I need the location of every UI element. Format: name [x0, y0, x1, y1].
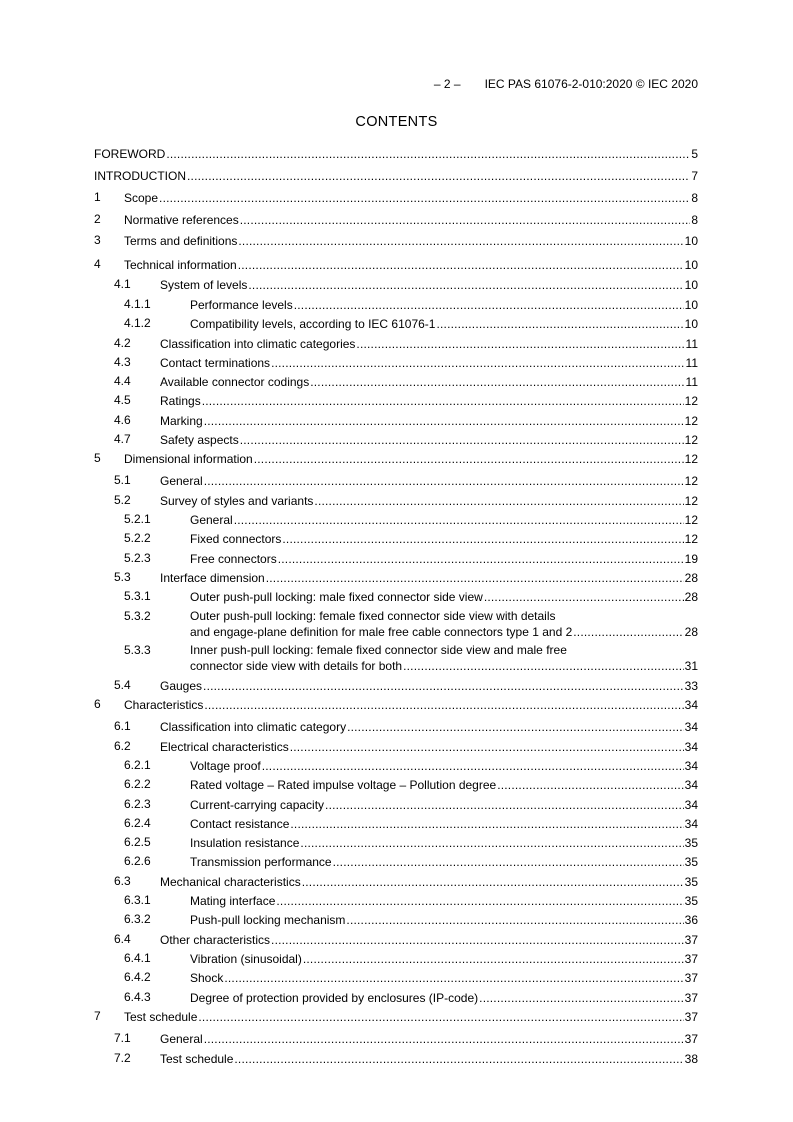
toc-entry-page: 12 [684, 414, 698, 428]
toc-entry-number: 6 [94, 697, 101, 711]
toc-entry[interactable] [94, 473, 698, 488]
toc-dot-leader [234, 513, 684, 527]
toc-entry-page: 12 [684, 474, 698, 488]
toc-entry-title-text: Characteristics [124, 698, 204, 712]
toc-entry-page: 37 [684, 952, 698, 966]
toc-entry-page: 34 [684, 720, 698, 734]
toc-entry[interactable] [94, 797, 698, 812]
toc-dot-leader [290, 817, 683, 831]
toc-entry[interactable] [94, 951, 698, 966]
toc-entry-number: 5.3.2 [124, 609, 151, 623]
toc-entry[interactable] [94, 1051, 698, 1066]
toc-entry-page: 35 [684, 875, 698, 889]
toc-entry-number: 4.3 [114, 355, 131, 369]
toc-entry-number: 6.4.1 [124, 951, 151, 965]
toc-entry-title-text: Shock [190, 971, 224, 985]
toc-entry-page: 19 [684, 552, 698, 566]
toc-entry-title-text: Rated voltage – Rated impulse voltage – Pollution degree [190, 778, 497, 792]
toc-entry[interactable] [94, 551, 698, 566]
toc-entry[interactable] [94, 835, 698, 850]
toc-dot-leader [198, 1010, 683, 1024]
toc-dot-leader [310, 375, 684, 389]
toc-entry-number: 4.1 [114, 277, 131, 291]
toc-entry-title-text: Contact terminations [160, 356, 271, 370]
toc-dot-leader [278, 552, 684, 566]
toc-entry[interactable] [94, 932, 698, 947]
toc-entry-page: 10 [684, 278, 698, 292]
toc-entry-page: 34 [684, 817, 698, 831]
toc-dot-leader [166, 147, 690, 161]
toc-entry-page: 8 [691, 191, 698, 205]
toc-dot-leader [271, 933, 684, 947]
toc-dot-leader [436, 317, 683, 331]
toc-entry-title-text: Classification into climatic categories [160, 337, 356, 351]
toc-entry[interactable] [94, 1031, 698, 1046]
toc-entry-number: 4.4 [114, 374, 131, 388]
toc-entry-title-text: General [190, 513, 233, 527]
toc-entry-page: 33 [684, 679, 698, 693]
toc-entry-title-text: Safety aspects [160, 433, 239, 447]
toc-entry-page: 37 [684, 1010, 698, 1024]
toc-entry-title-text: System of levels [160, 278, 248, 292]
toc-dot-leader [234, 1052, 683, 1066]
toc-entry-title-text: Voltage proof [190, 759, 261, 773]
toc-entry-title-text: Terms and definitions [124, 234, 238, 248]
toc-entry-number: 6.2 [114, 739, 131, 753]
toc-entry-title-text: Free connectors [190, 552, 277, 566]
toc-entry-title-text: Survey of styles and variants [160, 494, 314, 508]
toc-dot-leader [290, 740, 684, 754]
toc-entry-number: 5.2.3 [124, 551, 151, 565]
toc-entry-page: 34 [684, 740, 698, 754]
toc-entry[interactable] [94, 758, 698, 773]
toc-entry-number: 5.2.1 [124, 512, 151, 526]
toc-entry-page: 34 [684, 778, 698, 792]
toc-dot-leader [346, 913, 683, 927]
toc-entry-title-text: Test schedule [160, 1052, 234, 1066]
toc-entry-number: 5.4 [114, 678, 131, 692]
toc-entry-title-line: connector side view with details for both [190, 659, 403, 673]
toc-entry[interactable] [94, 893, 698, 908]
toc-dot-leader [325, 798, 684, 812]
toc-entry-number: 4 [94, 257, 101, 271]
toc-entry-title-line: Outer push-pull locking: female fixed connector side view with details [190, 609, 556, 623]
toc-entry-number: 4.2 [114, 336, 131, 350]
toc-entry-title-text: Interface dimension [160, 571, 265, 585]
toc-entry-number: 2 [94, 212, 101, 226]
toc-dot-leader [159, 191, 690, 205]
toc-entry-title-text: Compatibility levels, according to IEC 61076-1 [190, 317, 436, 331]
toc-entry-title-text: Mechanical characteristics [160, 875, 301, 889]
toc-entry-number: 6.2.3 [124, 797, 151, 811]
toc-entry[interactable] [94, 609, 698, 639]
toc-entry-title-text: Insulation resistance [190, 836, 300, 850]
page-number: – 2 – [433, 77, 461, 91]
toc-entry-page: 28 [684, 571, 698, 585]
toc-entry-title-text: Normative references [124, 213, 239, 227]
toc-dot-leader [479, 991, 683, 1005]
toc-entry[interactable] [94, 316, 698, 331]
toc-entry-page: 12 [684, 394, 698, 408]
toc-entry[interactable] [94, 257, 698, 272]
toc-entry-number: 4.1.2 [124, 316, 151, 330]
toc-dot-leader [484, 590, 684, 604]
toc-entry-page: 12 [684, 532, 698, 546]
toc-entry-page: 10 [684, 258, 698, 272]
toc-entry-number: 4.6 [114, 413, 131, 427]
toc-dot-leader [203, 679, 684, 693]
toc-entry[interactable] [94, 168, 698, 183]
toc-entry[interactable] [94, 874, 698, 889]
toc-entry-title-line: Inner push-pull locking: female fixed connector side view and male free [190, 643, 567, 657]
toc-entry[interactable] [94, 678, 698, 693]
toc-entry-number: 5.2 [114, 493, 131, 507]
toc-entry-number: 5.1 [114, 473, 131, 487]
toc-dot-leader [403, 659, 684, 673]
toc-entry-page: 36 [684, 913, 698, 927]
toc-entry[interactable] [94, 643, 698, 673]
toc-entry-page: 11 [685, 375, 698, 389]
toc-entry-page: 31 [684, 659, 698, 673]
toc-entry-page: 34 [684, 798, 698, 812]
toc-dot-leader [356, 337, 684, 351]
toc-entry-page: 37 [684, 933, 698, 947]
toc-entry-number: 5.3 [114, 570, 131, 584]
toc-dot-leader [240, 213, 691, 227]
toc-entry[interactable] [94, 277, 698, 292]
toc-entry-number: 4.7 [114, 432, 131, 446]
toc-entry-title-text: Test schedule [124, 1010, 198, 1024]
toc-dot-leader [240, 433, 684, 447]
toc-entry-page: 28 [684, 625, 698, 639]
toc-entry[interactable] [94, 531, 698, 546]
toc-entry-title-text: Vibration (sinusoidal) [190, 952, 302, 966]
toc-entry-page: 38 [684, 1052, 698, 1066]
toc-entry-number: 5.3.3 [124, 643, 151, 657]
toc-entry[interactable] [94, 146, 698, 161]
toc-entry-number: 6.2.5 [124, 835, 151, 849]
toc-dot-leader [573, 625, 683, 639]
toc-entry-title-text: Dimensional information [124, 452, 253, 466]
toc-entry-number: 6.2.1 [124, 758, 151, 772]
toc-entry-title-text: Marking [160, 414, 203, 428]
toc-entry-page: 34 [684, 759, 698, 773]
toc-entry-page: 37 [684, 971, 698, 985]
toc-entry-title-text: Scope [124, 191, 159, 205]
toc-entry-title-text: Other characteristics [160, 933, 271, 947]
toc-entry-page: 12 [684, 513, 698, 527]
toc-dot-leader [302, 875, 684, 889]
toc-dot-leader [347, 720, 684, 734]
toc-entry-title-text: Gauges [160, 679, 203, 693]
toc-entry-page: 11 [685, 356, 698, 370]
toc-dot-leader [276, 894, 683, 908]
toc-entry[interactable] [94, 719, 698, 734]
toc-dot-leader [238, 234, 683, 248]
toc-entry-number: 6.1 [114, 719, 131, 733]
toc-entry-number: 3 [94, 233, 101, 247]
toc-dot-leader [497, 778, 683, 792]
toc-entry-number: 7 [94, 1009, 101, 1023]
document-id: IEC PAS 61076-2-010:2020 © IEC 2020 [484, 77, 698, 91]
toc-entry-number: 6.3.2 [124, 912, 151, 926]
toc-entry-number: 6.3.1 [124, 893, 151, 907]
toc-entry-number: 4.1.1 [124, 297, 151, 311]
toc-entry-title-text: Performance levels [190, 298, 293, 312]
toc-entry-page: 12 [684, 452, 698, 466]
toc-entry-title-text: Mating interface [190, 894, 276, 908]
toc-entry-title-text: Push-pull locking mechanism [190, 913, 346, 927]
toc-dot-leader [202, 394, 684, 408]
toc-dot-leader [204, 1032, 684, 1046]
toc-entry-title-text: Available connector codings [160, 375, 310, 389]
toc-entry[interactable] [94, 432, 698, 447]
toc-dot-leader [271, 356, 684, 370]
toc-entry[interactable] [94, 297, 698, 312]
toc-entry-page: 37 [684, 991, 698, 1005]
toc-entry[interactable] [94, 374, 698, 389]
toc-entry-number: 7.1 [114, 1031, 131, 1045]
toc-entry-number: 5.2.2 [124, 531, 151, 545]
toc-entry-number: 6.4.2 [124, 970, 151, 984]
toc-dot-leader [314, 494, 683, 508]
toc-entry[interactable] [94, 777, 698, 792]
toc-entry[interactable] [94, 212, 698, 227]
toc-dot-leader [333, 855, 684, 869]
toc-entry-title-text: Electrical characteristics [160, 740, 289, 754]
toc-dot-leader [248, 278, 683, 292]
toc-entry-title-text: Transmission performance [190, 855, 332, 869]
toc-dot-leader [294, 298, 684, 312]
toc-entry-title-line: and engage-plane definition for male free cable connectors type 1 and 2 [190, 625, 573, 639]
toc-dot-leader [254, 452, 684, 466]
toc-entry-number: 7.2 [114, 1051, 131, 1065]
toc-entry[interactable] [94, 816, 698, 831]
toc-entry-title-text: Technical information [124, 258, 237, 272]
toc-dot-leader [266, 571, 684, 585]
toc-entry-number: 6.2.6 [124, 854, 151, 868]
toc-entry-page: 10 [684, 298, 698, 312]
toc-entry-number: 6.4.3 [124, 990, 151, 1004]
toc-entry-title-text: Classification into climatic category [160, 720, 347, 734]
toc-entry[interactable] [94, 589, 698, 604]
toc-entry-number: 5 [94, 451, 101, 465]
toc-entry-page: 8 [691, 213, 698, 227]
toc-entry[interactable] [94, 413, 698, 428]
toc-entry[interactable] [94, 190, 698, 205]
toc-entry[interactable] [94, 912, 698, 927]
toc-entry-page: 35 [684, 855, 698, 869]
toc-dot-leader [262, 759, 684, 773]
toc-entry[interactable] [94, 1009, 698, 1024]
toc-entry-title-text: Degree of protection provided by enclosures (IP-code) [190, 991, 479, 1005]
toc-entry[interactable] [94, 990, 698, 1005]
toc-entry-title-text: Fixed connectors [190, 532, 282, 546]
toc-dot-leader [303, 952, 684, 966]
toc-entry-title-text: Contact resistance [190, 817, 290, 831]
toc-entry-number: 5.3.1 [124, 589, 151, 603]
toc-entry[interactable] [94, 493, 698, 508]
toc-dot-leader [187, 169, 690, 183]
toc-entry-page: 11 [685, 337, 698, 351]
toc-entry-page: 35 [684, 836, 698, 850]
toc-entry-page: 12 [684, 433, 698, 447]
toc-dot-leader [204, 414, 684, 428]
toc-entry-page: 7 [691, 169, 698, 183]
toc-entry[interactable] [94, 336, 698, 351]
toc-entry-number: 6.3 [114, 874, 131, 888]
toc-entry-number: 1 [94, 190, 101, 204]
toc-entry-title-text: Ratings [160, 394, 201, 408]
toc-entry-number: 4.5 [114, 393, 131, 407]
toc-dot-leader [238, 258, 684, 272]
toc-entry-title-text: Outer push-pull locking: male fixed connector side view [190, 590, 483, 604]
toc-entry[interactable] [94, 233, 698, 248]
toc-dot-leader [224, 971, 683, 985]
toc-entry-page: 5 [691, 147, 698, 161]
toc-entry-title-text: FOREWORD [94, 147, 166, 161]
toc-entry-title-text: INTRODUCTION [94, 169, 186, 183]
toc-entry-page: 10 [684, 234, 698, 248]
toc-entry-title-text: General [160, 474, 203, 488]
toc-entry[interactable] [94, 697, 698, 712]
toc-dot-leader [204, 474, 684, 488]
toc-dot-leader [282, 532, 683, 546]
toc-entry[interactable] [94, 355, 698, 370]
toc-entry-title-text: General [160, 1032, 203, 1046]
toc-entry-number: 6.2.2 [124, 777, 151, 791]
toc-entry[interactable] [94, 739, 698, 754]
contents-title: CONTENTS [355, 114, 438, 130]
toc-entry-page: 37 [684, 1032, 698, 1046]
toc-entry[interactable] [94, 970, 698, 985]
toc-entry-number: 6.2.4 [124, 816, 151, 830]
toc-entry-page: 10 [684, 317, 698, 331]
toc-entry[interactable] [94, 854, 698, 869]
toc-entry-page: 35 [684, 894, 698, 908]
toc-entry-page: 34 [684, 698, 698, 712]
toc-entry[interactable] [94, 570, 698, 585]
toc-entry[interactable] [94, 393, 698, 408]
toc-entry[interactable] [94, 512, 698, 527]
toc-entry-page: 28 [684, 590, 698, 604]
toc-dot-leader [300, 836, 683, 850]
toc-entry-page: 12 [684, 494, 698, 508]
toc-dot-leader [204, 698, 683, 712]
toc-entry[interactable] [94, 451, 698, 466]
toc-entry-title-text: Current-carrying capacity [190, 798, 325, 812]
toc-entry-number: 6.4 [114, 932, 131, 946]
